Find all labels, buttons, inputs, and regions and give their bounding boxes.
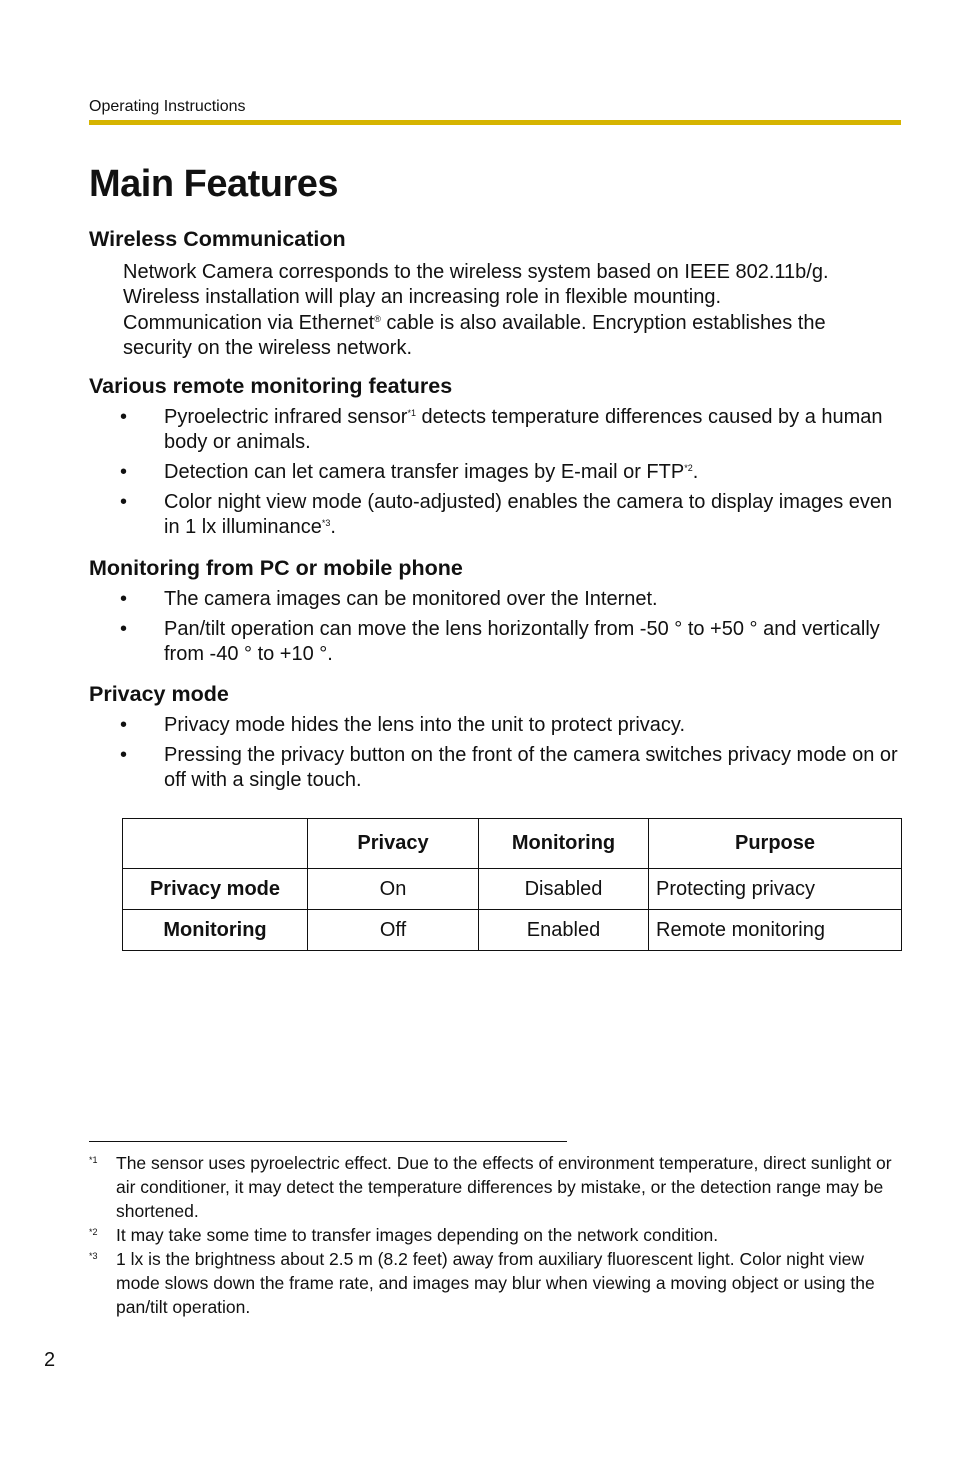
footnote [89,1247,901,1319]
privacy-mode-table [122,818,902,951]
page-number: 2 [44,1349,56,1371]
table-row [123,869,902,910]
bullet-text: detects temperature differences caused by a human body or animals. [164,406,883,454]
footnote-ref: *3 [321,518,331,529]
bullet-text: Pan/tilt operation can move the lens horizontally from -50 ° to +50 ° and vertically from -40 ° to +10 °. [164,617,880,666]
footnote-ref: *2 [684,463,693,474]
list-item [89,617,901,668]
footnote [89,1151,901,1223]
list-item [89,490,901,541]
bullet-text: The camera images can be monitored over the Internet. [164,588,658,610]
column-header [123,819,308,869]
bullet-text: Privacy mode hides the lens into the unit to protect privacy. [164,714,686,736]
bullet-text: Detection can let camera transfer images by E-mail or FTP [164,461,685,484]
list-item [89,405,901,456]
footnote-text: It may take some time to transfer images depending on the network condition. [116,1225,719,1245]
wireless-line-3b: cable is also available. Encryption establishes the [380,311,826,334]
table-row [123,910,902,951]
running-header: Operating Instructions [89,98,246,115]
list-item [89,743,901,794]
header-rule [89,120,901,125]
bullet-icon: • [120,714,128,736]
bullet-text: . [330,516,336,539]
bullet-text: Color night view mode (auto-adjusted) enables the camera to display images even in 1 lx illuminance [164,490,893,539]
footnote-ref: *1 [407,408,416,418]
remote-bullet-list [89,405,901,540]
bullet-icon: • [120,743,128,766]
table-header-row [123,819,902,869]
section-heading-privacy: Privacy mode [89,682,229,706]
wireless-line-2: Wireless installation will play an increasing role in flexible mounting. [123,286,722,309]
list-item [89,460,901,485]
footnote-mark: *1 [89,1155,98,1165]
section-heading-pc: Monitoring from PC or mobile phone [89,556,463,580]
bullet-icon: • [120,490,128,513]
table-cell: Protecting privacy [649,869,902,910]
footnote-text: 1 lx is the brightness about 2.5 m (8.2 feet) away from auxiliary fluorescent light. Color night view mode slows down the frame rate, and images may blur when viewing a moving object or using the pan/tilt operation. [116,1249,875,1317]
bullet-text: Pyroelectric infrared sensor [164,406,408,428]
row-header: Privacy mode [123,869,308,910]
column-header: Privacy [308,819,479,869]
footnote-mark: *2 [89,1227,98,1237]
bullet-icon: • [120,406,128,428]
wireless-line-1: Network Camera corresponds to the wireless system based on IEEE 802.11b/g. [123,261,829,283]
section-privacy-mode [89,682,901,798]
section-wireless [89,227,901,361]
bullet-icon: • [120,461,128,484]
list-item [89,587,901,612]
section-heading-remote: Various remote monitoring features [89,374,453,398]
privacy-bullet-list [89,713,901,793]
table-cell: Off [308,910,479,951]
section-heading-wireless: Wireless Communication [89,227,346,251]
footnote-mark: *3 [89,1251,98,1261]
row-header: Monitoring [123,910,308,951]
pc-bullet-list [89,587,901,667]
column-header: Purpose [649,819,902,869]
list-item [89,713,901,738]
footnote-rule [89,1141,567,1142]
bullet-icon: • [120,617,128,640]
footnote-text: The sensor uses pyroelectric effect. Due to the effects of environment temperature, direct sunlight or air conditioner, it may detect the temperature differences by mistake, or the detection range may be shortened. [116,1153,892,1221]
section-remote-monitoring [89,374,901,545]
bullet-text: Pressing the privacy button on the front of the camera switches privacy mode on or off with a single touch. [164,743,898,792]
page-title: Main Features [89,163,339,205]
footnotes [89,1151,901,1319]
bullet-text: . [692,461,699,484]
section-pc-monitoring [89,556,901,672]
bullet-icon: • [120,588,128,610]
table-cell: Enabled [479,910,649,951]
table-cell: Remote monitoring [649,910,902,951]
table-cell: Disabled [479,869,649,910]
registered-mark: ® [374,313,381,324]
wireless-paragraph [123,260,901,361]
table-cell: On [308,869,479,910]
footnote [89,1223,901,1247]
wireless-line-4: security on the wireless network. [123,336,413,359]
wireless-line-3a: Communication via Ethernet [123,311,375,334]
column-header: Monitoring [479,819,649,869]
